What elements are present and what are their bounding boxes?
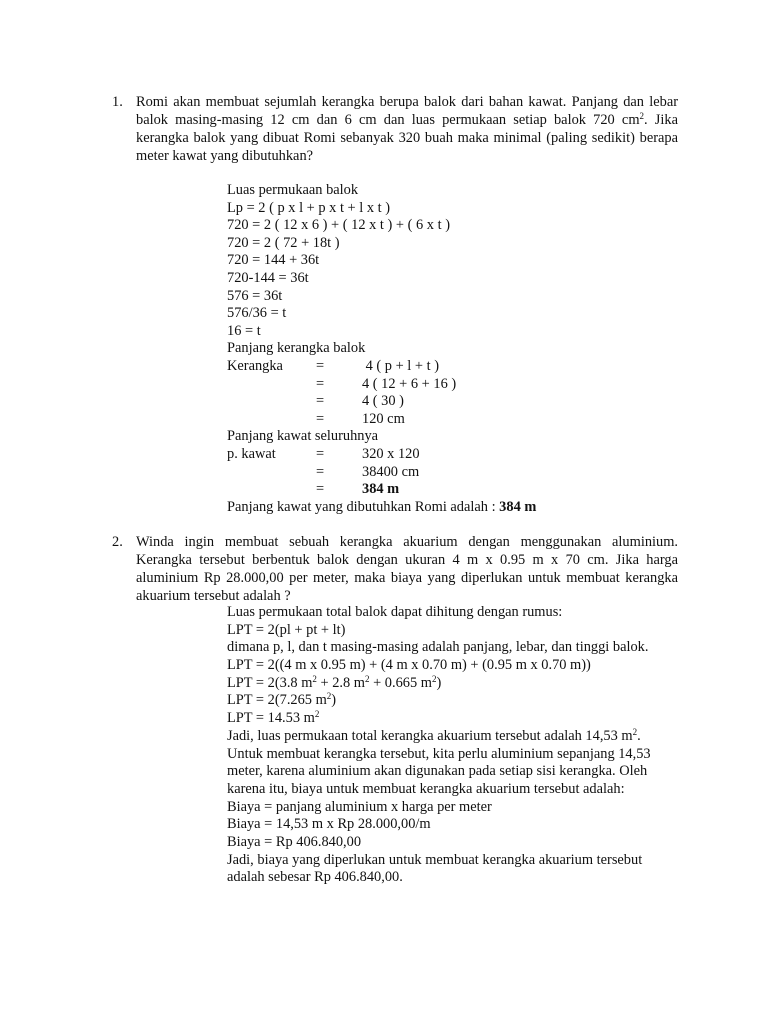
row-eq: = xyxy=(316,357,325,374)
solution-line: adalah sebesar Rp 406.840,00. xyxy=(227,869,403,886)
row-eq: = xyxy=(316,445,325,462)
row-value: 120 cm xyxy=(362,410,405,427)
kawat-row xyxy=(227,481,687,499)
problem-2-number: 2. xyxy=(112,534,123,550)
row-value: 38400 cm xyxy=(362,463,420,480)
solution-line: LPT = 2(pl + pt + lt) xyxy=(227,621,346,638)
row-label: Kerangka xyxy=(227,357,283,374)
row-eq: = xyxy=(316,375,325,392)
kerangka-row xyxy=(227,358,687,376)
row-eq: = xyxy=(316,410,325,427)
solution-line: Biaya = Rp 406.840,00 xyxy=(227,833,362,850)
solution-line: Panjang kerangka balok xyxy=(227,340,366,357)
row-value: 320 x 120 xyxy=(362,445,420,462)
kerangka-row xyxy=(227,393,687,411)
problem-1-question: Romi akan membuat sejumlah kerangka berupa balok dari bahan kawat. Panjang dan lebar balok masing-masing 12 cm dan 6 cm dan luas permukaan setiap balok 720 $cm^2$. Jika kerangka balok yang dibuat Romi sebanyak 320 buah maka minimal (paling sedikit) berapa meter kawat yang dibutuhkan? xyxy=(136,94,678,164)
problem-1-number: 1. xyxy=(112,94,123,110)
solution-line: 720-144 = 36t xyxy=(227,269,309,286)
solution-line: 16 = t xyxy=(227,322,261,339)
answer-bold: 384 m xyxy=(499,498,537,515)
row-value: 4 ( 12 + 6 + 16 ) xyxy=(362,375,457,392)
solution-line: Luas permukaan total balok dapat dihitung dengan rumus: xyxy=(227,604,563,620)
row-eq: = xyxy=(316,481,325,498)
solution-line: Luas permukaan balok xyxy=(227,182,359,198)
solution-line: Lp = 2 ( p x l + p x t + l x t ) xyxy=(227,199,391,216)
row-value: 4 ( p + l + t ) xyxy=(362,357,439,374)
row-label: p. kawat xyxy=(227,445,276,462)
solution-line: Jadi, luas permukaan total kerangka akuarium tersebut adalah 14,53 $m^2$. xyxy=(227,726,641,744)
solution-line: LPT = 2((4 m x 0.95 m) + (4 m x 0.70 m) + (0.95 m x 0.70 m)) xyxy=(227,657,591,674)
solution-line: 720 = 2 ( 72 + 18t ) xyxy=(227,234,340,251)
problem-2-question: Winda ingin membuat sebuah kerangka akuarium dengan menggunakan aluminium. Kerangka tersebut berbentuk balok dengan ukuran 4 m x 0.95 m x 70 cm. Jika harga aluminium Rp 28.000,00 per meter, maka biaya yang diperlukan untuk membuat kerangka akuarium tersebut adalah ? xyxy=(136,534,678,604)
kawat-heading: Panjang kawat seluruhnya xyxy=(227,428,379,445)
solution-line: 576 = 36t xyxy=(227,287,283,304)
row-eq: = xyxy=(316,463,325,480)
kawat-row xyxy=(227,446,687,464)
row-value-bold: 384 m xyxy=(362,481,400,498)
row-eq: = xyxy=(316,393,325,410)
solution-line: dimana p, l, dan t masing-masing adalah panjang, lebar, dan tinggi balok. xyxy=(227,639,649,656)
solution-line: Biaya = panjang aluminium x harga per meter xyxy=(227,798,492,815)
solution-line: karena itu, biaya untuk membuat kerangka akuarium tersebut adalah: xyxy=(227,780,625,797)
problem-2-solution xyxy=(227,604,687,887)
solution-line: Jadi, biaya yang diperlukan untuk membuat kerangka akuarium tersebut xyxy=(227,851,643,868)
solution-line: LPT = 2(3.8 $m^2 + 2.8$ $m^2 + 0.665$ $m^2$) xyxy=(227,673,442,691)
solution-line: Untuk membuat kerangka tersebut, kita perlu aluminium sepanjang 14,53 xyxy=(227,745,651,762)
solution-line: 576/36 = t xyxy=(227,305,287,322)
solution-line: LPT = 2(7.265 $m^2$) xyxy=(227,691,337,709)
kerangka-row xyxy=(227,376,687,394)
solution-line: 720 = 144 + 36t xyxy=(227,252,320,269)
problem-1-conclusion: Panjang kawat yang dibutuhkan Romi adalah : 384 m xyxy=(227,498,537,515)
problem-1-solution xyxy=(227,182,687,516)
kerangka-row xyxy=(227,411,687,429)
row-value: 4 ( 30 ) xyxy=(362,393,404,410)
solution-line: Biaya = 14,53 m x Rp 28.000,00/m xyxy=(227,816,431,833)
solution-line: 720 = 2 ( 12 x 6 ) + ( 12 x t ) + ( 6 x t ) xyxy=(227,217,450,234)
solution-line: meter, karena aluminium akan digunakan pada setiap sisi kerangka. Oleh xyxy=(227,763,648,780)
solution-line: LPT = 14.53 $m^2$ xyxy=(227,709,320,727)
kawat-row xyxy=(227,464,687,482)
